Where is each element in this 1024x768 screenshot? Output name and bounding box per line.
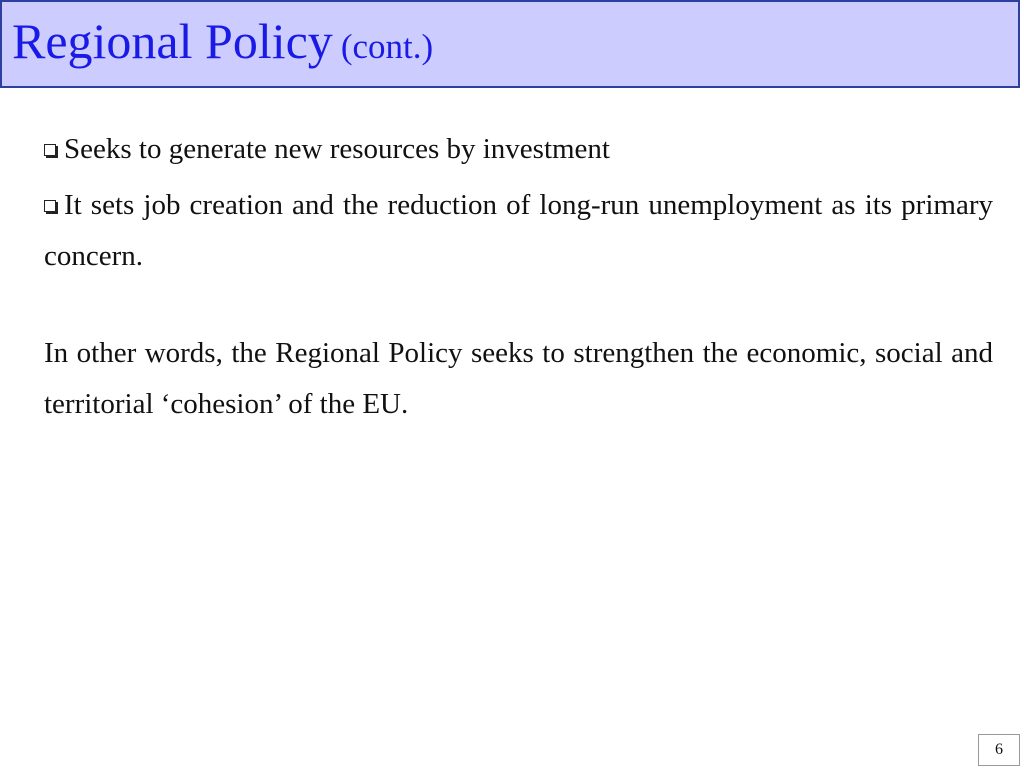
bullet-text: It sets job creation and the reduction of long-run unemployment as its primary concern.	[44, 189, 993, 272]
summary-paragraph: In other words, the Regional Policy seeks to strengthen the economic, social and territorial ‘cohesion’ of the EU.	[44, 337, 993, 420]
title-suffix: (cont.)	[340, 27, 434, 66]
slide-title	[12, 13, 434, 69]
title-main: Regional Policy	[12, 13, 333, 69]
square-bullet-icon	[44, 200, 56, 212]
bullet-text: Seeks to generate new resources by investment	[64, 133, 610, 165]
slide-content	[44, 124, 993, 430]
page-number: 6	[978, 734, 1020, 766]
title-bar	[0, 0, 1020, 88]
square-bullet-icon	[44, 144, 56, 156]
bullet-item	[44, 180, 993, 282]
bullet-item	[44, 124, 993, 175]
